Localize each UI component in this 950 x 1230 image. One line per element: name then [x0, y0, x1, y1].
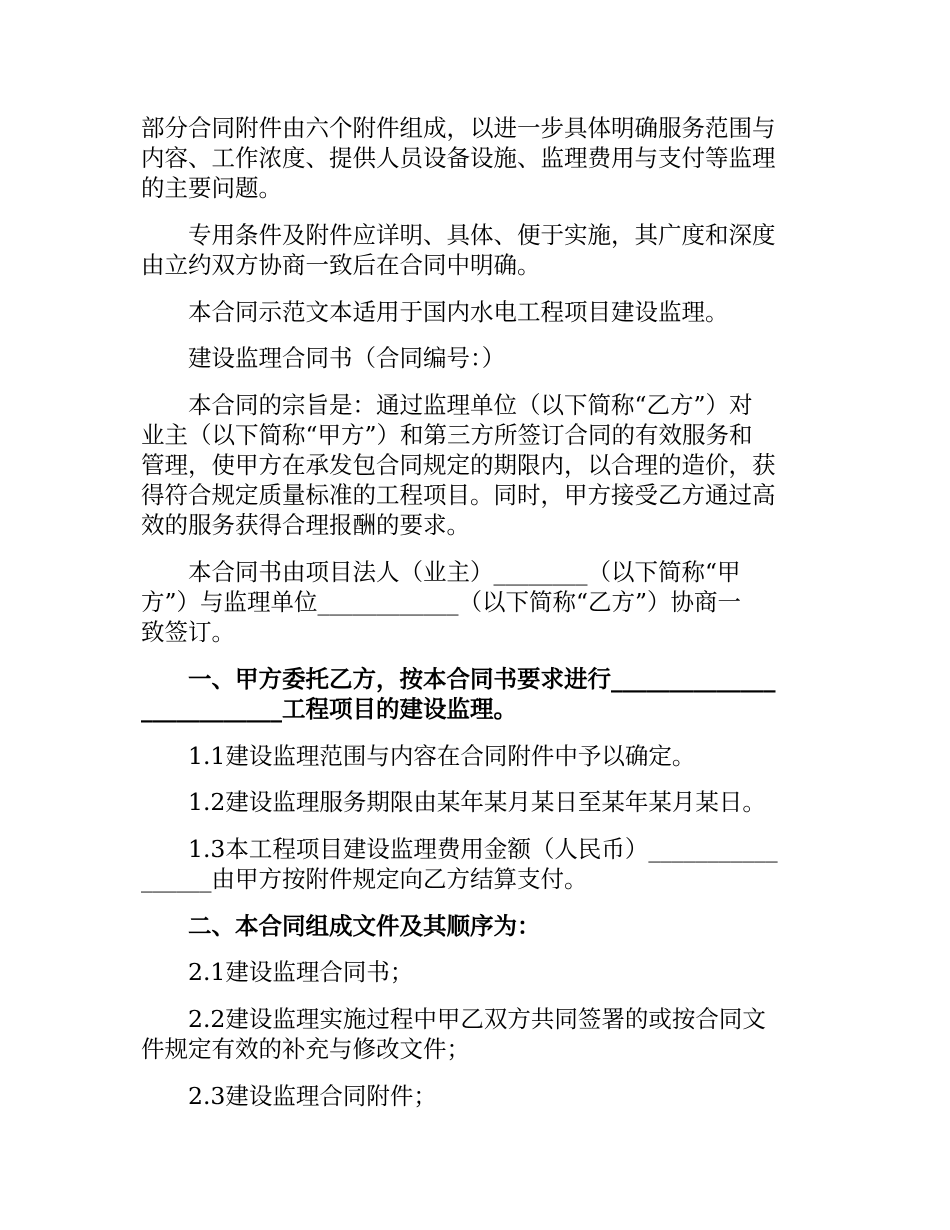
paragraph-parties — [141, 557, 811, 647]
section-heading-2 — [141, 911, 811, 941]
paragraph-appendix-intro — [141, 113, 811, 203]
text-line: 二、本合同组成文件及其顺序为： — [188, 912, 541, 940]
paragraph-purpose — [141, 390, 811, 540]
text-line: ____________工程项目的建设监理。 — [141, 695, 517, 723]
text-line: 2.3建设监理合同附件； — [188, 1082, 437, 1110]
text-line: 1.3本工程项目建设监理费用金额（人民币）___________ — [188, 835, 778, 863]
text-line: 业主（以下简称“甲方”）和第三方所签订合同的有效服务和 — [141, 421, 753, 449]
section-heading-1 — [141, 664, 811, 724]
text-line: 的主要问题。 — [141, 174, 282, 202]
clause-1-2 — [141, 787, 811, 817]
text-line: ______由甲方按附件规定向乙方结算支付。 — [141, 865, 588, 893]
text-line: 件规定有效的补充与修改文件； — [141, 1035, 470, 1063]
paragraph-special-conditions — [141, 220, 811, 280]
text-line: 本合同的宗旨是：通过监理单位（以下简称“乙方”）对 — [188, 391, 753, 419]
text-line: 2.1建设监理合同书； — [188, 958, 414, 986]
text-line: 建设监理合同书（合同编号：） — [188, 344, 506, 372]
text-line: 管理，使甲方在承发包合同规定的期限内，以合理的造价，获 — [141, 451, 776, 479]
text-line: 专用条件及附件应详明、具体、便于实施，其广度和深度 — [188, 221, 776, 249]
text-line: 2.2建设监理实施过程中甲乙双方共同签署的或按合同文 — [188, 1005, 766, 1033]
text-line: 致签订。 — [141, 618, 235, 646]
text-line: 本合同示范文本适用于国内水电工程项目建设监理。 — [188, 298, 729, 326]
clause-2-3 — [141, 1081, 811, 1111]
paragraph-applicability — [141, 297, 811, 327]
clause-1-3 — [141, 834, 811, 894]
text-line: 部分合同附件由六个附件组成，以进一步具体明确服务范围与 — [141, 114, 776, 142]
clause-2-2 — [141, 1004, 811, 1064]
text-line: 一、甲方委托乙方，按本合同书要求进行______________ — [188, 665, 776, 693]
text-line: 1.1建设监理范围与内容在合同附件中予以确定。 — [188, 742, 696, 770]
text-line: 方”）与监理单位____________（以下简称“乙方”）协商一 — [141, 588, 742, 616]
text-line: 效的服务获得合理报酬的要求。 — [141, 511, 470, 539]
clause-1-1 — [141, 741, 811, 771]
text-line: 1.2建设监理服务期限由某年某月某日至某年某月某日。 — [188, 788, 766, 816]
clause-2-1 — [141, 957, 811, 987]
text-line: 本合同书由项目法人（业主）________（以下简称“甲 — [188, 558, 741, 586]
text-line: 内容、工作浓度、提供人员设备设施、监理费用与支付等监理 — [141, 144, 776, 172]
text-line: 由立约双方协商一致后在合同中明确。 — [141, 251, 541, 279]
text-line: 得符合规定质量标准的工程项目。同时，甲方接受乙方通过高 — [141, 481, 776, 509]
paragraph-contract-title — [141, 343, 811, 373]
